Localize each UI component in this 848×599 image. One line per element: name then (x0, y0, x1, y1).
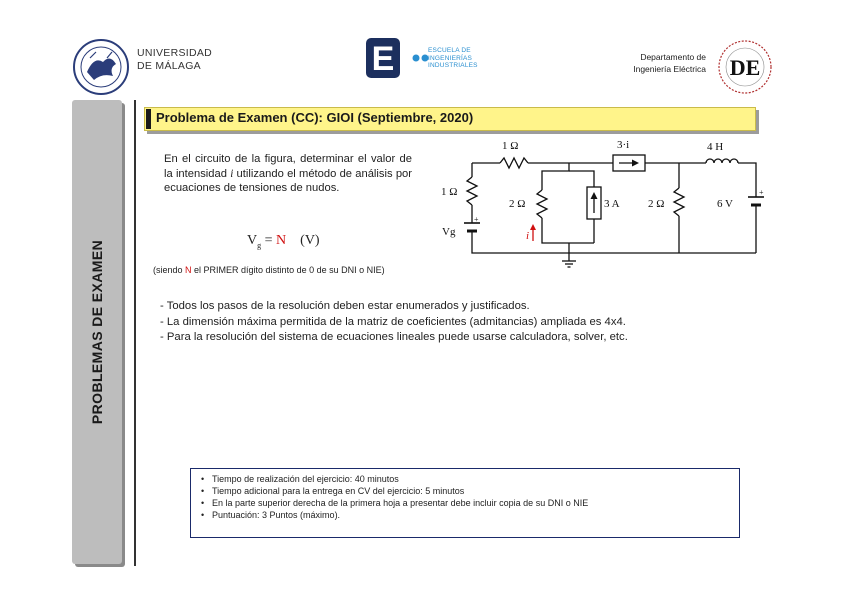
exam-info-box (190, 468, 740, 538)
label-r-left: 1 Ω (441, 186, 458, 198)
label-r-top: 1 Ω (502, 140, 519, 152)
label-vg: Vg (442, 226, 456, 238)
current-variable: i (230, 167, 234, 180)
list-item: - Para la resolución del sistema de ecuaciones lineales puede usarse calculadora, solver, etc. (160, 331, 628, 343)
list-item: • Tiempo de realización del ejercicio: 40 minutos (201, 473, 739, 485)
label-r-mid: 2 Ω (509, 198, 526, 210)
source-formula: $V_g = N$ (V) (247, 233, 320, 250)
title-accent (146, 109, 151, 129)
list-item: • Puntuación: 3 Puntos (máximo). (201, 509, 739, 521)
label-current-i: i (526, 230, 530, 242)
department-seal-logo (716, 38, 774, 96)
department-seal-letters: DE (729, 55, 761, 80)
label-vg-plus: + (474, 215, 479, 224)
list-item: • En la parte superior derecha de la primera hoja a presentar debe incluir copia de su DNI o NIE (201, 497, 739, 509)
exam-info-list (191, 473, 739, 521)
university-seal-logo (72, 38, 130, 96)
circuit-diagram (430, 135, 775, 275)
list-item: • Tiempo adicional para la entrega en CV del ejercicio: 5 minutos (201, 485, 739, 497)
department-name: Departamento de Ingeniería Eléctrica (633, 52, 706, 74)
list-item: - La dimensión máxima permitida de la matriz de coeficientes (admitancias) ampliada es 4x4. (160, 315, 626, 328)
label-inductor: 4 H (707, 141, 724, 153)
label-current-source: 3 A (604, 198, 620, 210)
sidebar-label: PROBLEMAS DE EXAMEN (89, 239, 105, 425)
vertical-divider (134, 100, 136, 566)
label-r-right: 2 Ω (648, 198, 665, 210)
school-logo (366, 38, 406, 78)
dni-note: (siendo N el PRIMER dígito distinto de 0 de su DNI o NIE) (153, 265, 385, 275)
page-title: Problema de Examen (CC): GIOI (Septiembre, 2020) (156, 110, 474, 125)
label-dependent-source: 3·i (617, 139, 630, 151)
list-item: - Todos los pasos de la resolución deben estar enumerados y justificados. (160, 300, 530, 312)
label-v-source: 6 V (717, 198, 733, 210)
university-name: UNIVERSIDAD DE MÁLAGA (137, 47, 213, 72)
school-name: ESCUELA DE INGENIERÍAS INDUSTRIALES (428, 47, 478, 69)
school-logo-letter: E (371, 40, 395, 78)
requirements-list (160, 299, 628, 346)
label-6v-plus: + (759, 188, 764, 197)
problem-statement: En el circuito de la figura, determinar el valor de la intensidad i utilizando el método de análisis por ecuaciones de tensiones de nudos. (164, 153, 412, 194)
